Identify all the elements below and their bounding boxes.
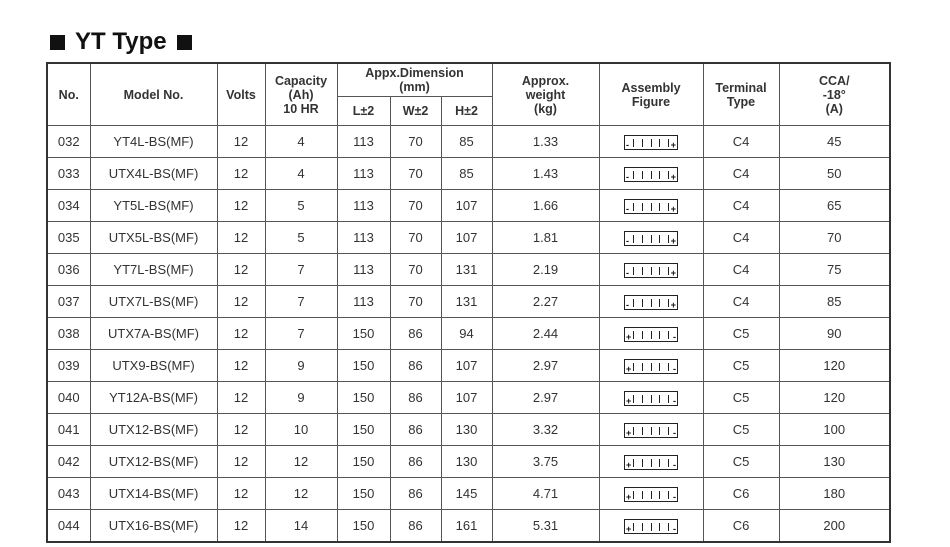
- cell-weight: 1.81: [492, 222, 599, 254]
- cell-assembly: [599, 222, 703, 254]
- cell-capacity: 9: [265, 350, 337, 382]
- right-polarity-label: +: [670, 139, 677, 150]
- cell-capacity: 5: [265, 222, 337, 254]
- table-row: [47, 382, 890, 414]
- cell-assembly: [599, 158, 703, 190]
- cell-assembly: [599, 350, 703, 382]
- header-assembly: [599, 63, 703, 126]
- header-weight-line2: weight: [525, 87, 566, 102]
- cell-capacity: 7: [265, 318, 337, 350]
- cell-volts: 12: [217, 382, 265, 414]
- cell-volts: 12: [217, 254, 265, 286]
- cell-dim-l: 113: [337, 126, 390, 158]
- table-row: [47, 414, 890, 446]
- table-row: [47, 350, 890, 382]
- cell-volts: 12: [217, 158, 265, 190]
- cell-volts: 12: [217, 446, 265, 478]
- cell-cca: 75: [779, 254, 890, 286]
- left-polarity-label: -: [626, 299, 630, 310]
- cell-cca: 130: [779, 446, 890, 478]
- header-capacity-line3: 10 HR: [283, 101, 319, 116]
- battery-terminal-diagram-icon: [624, 487, 678, 502]
- cell-weight: 2.27: [492, 286, 599, 318]
- right-polarity-label: -: [673, 523, 677, 534]
- cell-dim-l: 150: [337, 382, 390, 414]
- header-no: No.: [47, 63, 90, 126]
- cell-weight: 2.97: [492, 350, 599, 382]
- table-row: [47, 510, 890, 543]
- cell-dim-h: 130: [441, 446, 492, 478]
- table-row: [47, 126, 890, 158]
- cell-dim-w: 70: [390, 126, 441, 158]
- cell-no: 036: [47, 254, 90, 286]
- cell-dim-l: 150: [337, 414, 390, 446]
- cell-assembly: [599, 510, 703, 543]
- right-polarity-label: -: [673, 427, 677, 438]
- cell-dim-w: 86: [390, 478, 441, 510]
- cell-model: UTX14-BS(MF): [90, 478, 217, 510]
- cell-model: UTX7L-BS(MF): [90, 286, 217, 318]
- cell-volts: 12: [217, 414, 265, 446]
- cell-weight: 1.43: [492, 158, 599, 190]
- cell-dim-h: 94: [441, 318, 492, 350]
- cell-model: UTX7A-BS(MF): [90, 318, 217, 350]
- cell-dim-w: 86: [390, 382, 441, 414]
- cell-terminal: C5: [703, 414, 779, 446]
- header-cca-line3: (A): [825, 101, 843, 116]
- cell-cca: 45: [779, 126, 890, 158]
- cell-model: UTX12-BS(MF): [90, 414, 217, 446]
- cell-cca: 200: [779, 510, 890, 543]
- cell-terminal: C4: [703, 286, 779, 318]
- cell-volts: 12: [217, 350, 265, 382]
- right-polarity-label: +: [670, 299, 677, 310]
- cell-terminal: C6: [703, 510, 779, 543]
- table-row: [47, 478, 890, 510]
- cell-dim-w: 70: [390, 222, 441, 254]
- left-polarity-label: -: [626, 203, 630, 214]
- cell-no: 034: [47, 190, 90, 222]
- table-row: [47, 446, 890, 478]
- battery-terminal-diagram-icon: [624, 135, 678, 150]
- cell-model: UTX4L-BS(MF): [90, 158, 217, 190]
- cell-volts: 12: [217, 478, 265, 510]
- cell-dim-l: 113: [337, 222, 390, 254]
- cell-volts: 12: [217, 510, 265, 543]
- cell-dim-w: 86: [390, 446, 441, 478]
- cell-no: 033: [47, 158, 90, 190]
- cell-cca: 85: [779, 286, 890, 318]
- header-dim-w: W±2: [390, 97, 441, 126]
- header-volts: Volts: [217, 63, 265, 126]
- cell-cca: 70: [779, 222, 890, 254]
- cell-assembly: [599, 382, 703, 414]
- cell-assembly: [599, 414, 703, 446]
- cell-volts: 12: [217, 286, 265, 318]
- square-bullet-icon: [50, 35, 65, 50]
- table-body: [47, 126, 890, 543]
- cell-dim-w: 86: [390, 414, 441, 446]
- cell-dim-h: 107: [441, 190, 492, 222]
- left-polarity-label: +: [626, 395, 632, 406]
- battery-terminal-diagram-icon: [624, 167, 678, 182]
- cell-dim-l: 113: [337, 158, 390, 190]
- cell-terminal: C4: [703, 254, 779, 286]
- header-dim-h: H±2: [441, 97, 492, 126]
- cell-dim-w: 86: [390, 510, 441, 543]
- battery-terminal-diagram-icon: [624, 455, 678, 470]
- cell-dim-h: 85: [441, 158, 492, 190]
- cell-dim-l: 150: [337, 510, 390, 543]
- cell-dim-l: 113: [337, 254, 390, 286]
- battery-terminal-diagram-icon: [624, 295, 678, 310]
- cell-no: 039: [47, 350, 90, 382]
- cell-dim-h: 131: [441, 254, 492, 286]
- left-polarity-label: +: [626, 459, 632, 470]
- cell-assembly: [599, 446, 703, 478]
- battery-terminal-diagram-icon: [624, 327, 678, 342]
- left-polarity-label: -: [626, 267, 630, 278]
- cell-terminal: C5: [703, 446, 779, 478]
- header-dimension-line1: Appx.Dimension: [365, 66, 464, 80]
- right-polarity-label: -: [673, 491, 677, 502]
- cell-capacity: 12: [265, 446, 337, 478]
- cell-model: UTX9-BS(MF): [90, 350, 217, 382]
- cell-model: YT4L-BS(MF): [90, 126, 217, 158]
- cell-dim-h: 107: [441, 382, 492, 414]
- cell-capacity: 14: [265, 510, 337, 543]
- cell-no: 040: [47, 382, 90, 414]
- cell-no: 042: [47, 446, 90, 478]
- left-polarity-label: +: [626, 331, 632, 342]
- header-weight: [492, 63, 599, 126]
- header-cca-line2: -18°: [822, 87, 846, 102]
- cell-capacity: 7: [265, 286, 337, 318]
- cell-dim-w: 70: [390, 190, 441, 222]
- cell-terminal: C4: [703, 126, 779, 158]
- page-title: [50, 28, 192, 56]
- cell-assembly: [599, 478, 703, 510]
- header-weight-line1: Approx.: [521, 73, 570, 88]
- cell-assembly: [599, 254, 703, 286]
- cell-cca: 50: [779, 158, 890, 190]
- cell-no: 032: [47, 126, 90, 158]
- cell-cca: 90: [779, 318, 890, 350]
- cell-model: UTX16-BS(MF): [90, 510, 217, 543]
- header-assembly-line1: Assembly: [621, 80, 681, 95]
- battery-terminal-diagram-icon: [624, 391, 678, 406]
- cell-dim-w: 70: [390, 254, 441, 286]
- table-row: [47, 158, 890, 190]
- battery-terminal-diagram-icon: [624, 423, 678, 438]
- cell-assembly: [599, 318, 703, 350]
- table-row: [47, 190, 890, 222]
- cell-no: 043: [47, 478, 90, 510]
- cell-dim-w: 70: [390, 286, 441, 318]
- right-polarity-label: +: [670, 267, 677, 278]
- left-polarity-label: +: [626, 427, 632, 438]
- battery-terminal-diagram-icon: [624, 359, 678, 374]
- cell-terminal: C4: [703, 222, 779, 254]
- right-polarity-label: +: [670, 203, 677, 214]
- cell-cca: 120: [779, 350, 890, 382]
- battery-terminal-diagram-icon: [624, 519, 678, 534]
- cell-assembly: [599, 126, 703, 158]
- cell-dim-h: 145: [441, 478, 492, 510]
- right-polarity-label: -: [673, 395, 677, 406]
- cell-dim-w: 86: [390, 318, 441, 350]
- cell-assembly: [599, 286, 703, 318]
- cell-weight: 3.32: [492, 414, 599, 446]
- left-polarity-label: +: [626, 363, 632, 374]
- header-cca: [779, 63, 890, 126]
- cell-model: YT5L-BS(MF): [90, 190, 217, 222]
- cell-volts: 12: [217, 318, 265, 350]
- left-polarity-label: -: [626, 139, 630, 150]
- cell-assembly: [599, 190, 703, 222]
- right-polarity-label: -: [673, 363, 677, 374]
- right-polarity-label: +: [670, 171, 677, 182]
- cell-model: UTX5L-BS(MF): [90, 222, 217, 254]
- cell-capacity: 5: [265, 190, 337, 222]
- table-row: [47, 254, 890, 286]
- cell-no: 037: [47, 286, 90, 318]
- cell-capacity: 4: [265, 126, 337, 158]
- cell-cca: 65: [779, 190, 890, 222]
- cell-dim-w: 86: [390, 350, 441, 382]
- cell-weight: 2.97: [492, 382, 599, 414]
- cell-capacity: 10: [265, 414, 337, 446]
- cell-weight: 3.75: [492, 446, 599, 478]
- battery-terminal-diagram-icon: [624, 231, 678, 246]
- cell-model: YT12A-BS(MF): [90, 382, 217, 414]
- header-assembly-line2: Figure: [631, 94, 671, 109]
- cell-weight: 2.44: [492, 318, 599, 350]
- cell-dim-w: 70: [390, 158, 441, 190]
- battery-spec-table: [46, 62, 891, 543]
- right-polarity-label: +: [670, 235, 677, 246]
- cell-capacity: 9: [265, 382, 337, 414]
- cell-volts: 12: [217, 222, 265, 254]
- cell-volts: 12: [217, 190, 265, 222]
- cell-dim-l: 150: [337, 478, 390, 510]
- cell-no: 038: [47, 318, 90, 350]
- table-header: [47, 63, 890, 126]
- left-polarity-label: -: [626, 171, 630, 182]
- cell-no: 035: [47, 222, 90, 254]
- cell-terminal: C6: [703, 478, 779, 510]
- cell-weight: 1.33: [492, 126, 599, 158]
- cell-terminal: C4: [703, 158, 779, 190]
- right-polarity-label: -: [673, 331, 677, 342]
- header-dim-l: L±2: [337, 97, 390, 126]
- cell-dim-l: 150: [337, 318, 390, 350]
- header-terminal-line1: Terminal: [715, 80, 767, 95]
- header-cca-line1: CCA/: [818, 73, 850, 88]
- cell-dim-l: 150: [337, 446, 390, 478]
- cell-dim-h: 85: [441, 126, 492, 158]
- header-capacity-line2: (Ah): [288, 87, 314, 102]
- header-terminal-line2: Type: [726, 94, 756, 109]
- left-polarity-label: -: [626, 235, 630, 246]
- header-dimension-line2: (mm): [399, 80, 430, 94]
- cell-terminal: C5: [703, 350, 779, 382]
- header-model: Model No.: [90, 63, 217, 126]
- cell-cca: 100: [779, 414, 890, 446]
- cell-cca: 180: [779, 478, 890, 510]
- header-weight-line3: (kg): [534, 101, 557, 116]
- cell-capacity: 4: [265, 158, 337, 190]
- title-text: YT Type: [75, 28, 167, 55]
- table-row: [47, 222, 890, 254]
- cell-dim-h: 131: [441, 286, 492, 318]
- left-polarity-label: +: [626, 523, 632, 534]
- table-row: [47, 286, 890, 318]
- cell-weight: 2.19: [492, 254, 599, 286]
- header-capacity-line1: Capacity: [274, 73, 328, 88]
- cell-model: YT7L-BS(MF): [90, 254, 217, 286]
- cell-volts: 12: [217, 126, 265, 158]
- cell-dim-l: 113: [337, 190, 390, 222]
- cell-terminal: C4: [703, 190, 779, 222]
- left-polarity-label: +: [626, 491, 632, 502]
- square-bullet-icon: [177, 35, 192, 50]
- cell-weight: 4.71: [492, 478, 599, 510]
- cell-dim-h: 130: [441, 414, 492, 446]
- cell-dim-l: 150: [337, 350, 390, 382]
- cell-cca: 120: [779, 382, 890, 414]
- cell-weight: 5.31: [492, 510, 599, 543]
- cell-dim-h: 161: [441, 510, 492, 543]
- header-dimension: [337, 63, 492, 97]
- cell-no: 041: [47, 414, 90, 446]
- battery-terminal-diagram-icon: [624, 199, 678, 214]
- cell-dim-h: 107: [441, 350, 492, 382]
- cell-terminal: C5: [703, 318, 779, 350]
- cell-weight: 1.66: [492, 190, 599, 222]
- header-terminal: [703, 63, 779, 126]
- header-capacity: [265, 63, 337, 126]
- cell-capacity: 7: [265, 254, 337, 286]
- cell-capacity: 12: [265, 478, 337, 510]
- right-polarity-label: -: [673, 459, 677, 470]
- table-row: [47, 318, 890, 350]
- cell-dim-h: 107: [441, 222, 492, 254]
- cell-dim-l: 113: [337, 286, 390, 318]
- battery-terminal-diagram-icon: [624, 263, 678, 278]
- cell-no: 044: [47, 510, 90, 543]
- cell-model: UTX12-BS(MF): [90, 446, 217, 478]
- cell-terminal: C5: [703, 382, 779, 414]
